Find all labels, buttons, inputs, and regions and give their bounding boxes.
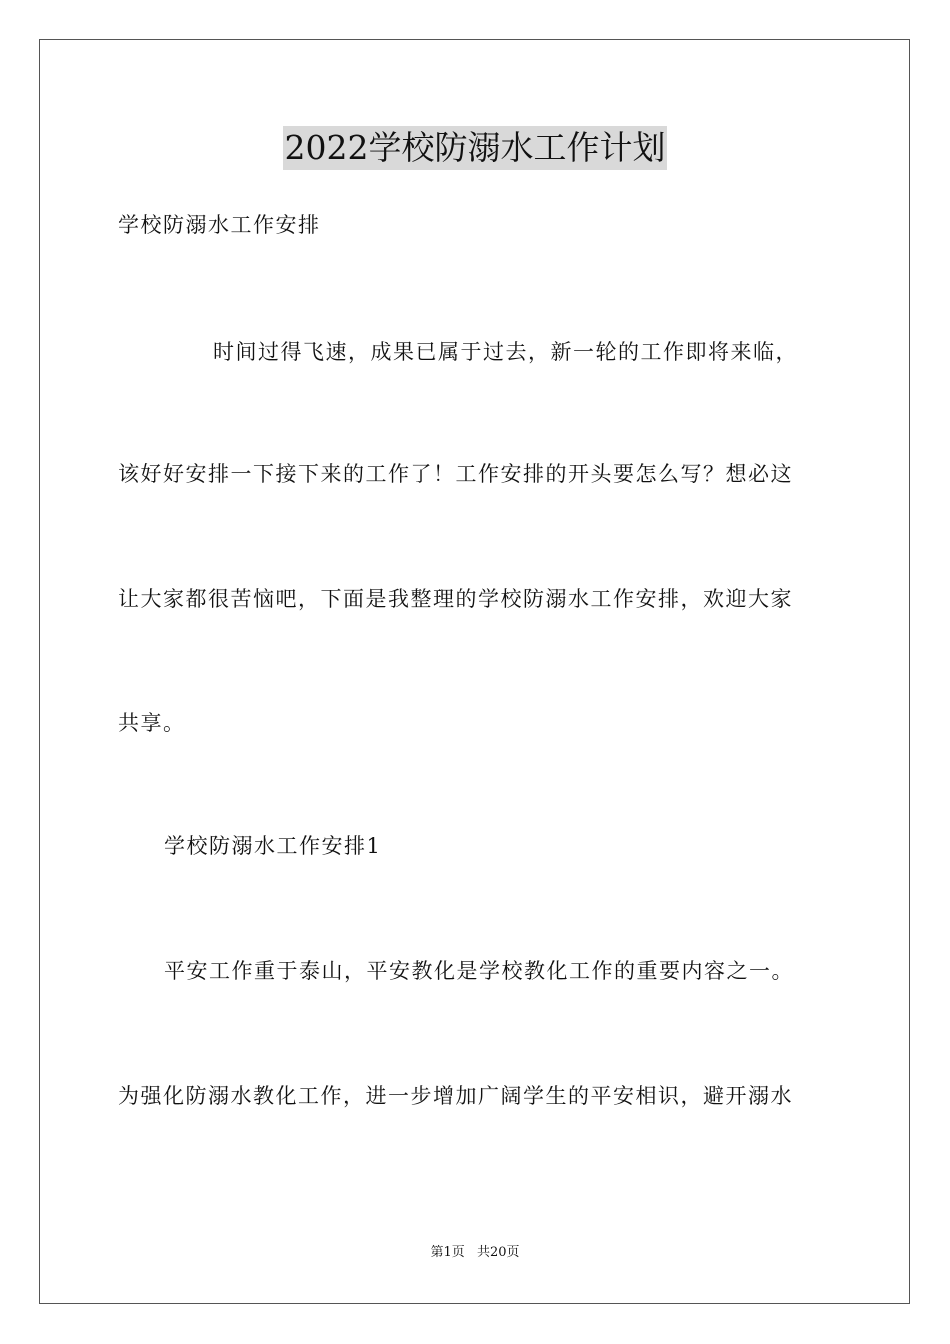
page-total: 共20页 — [476, 1245, 520, 1260]
document-subtitle: 学校防溺水工作安排 — [118, 213, 321, 237]
paragraph-line: 为强化防溺水教化工作，进一步增加广阔学生的平安相识，避开溺水 — [118, 1084, 793, 1108]
title-container — [0, 126, 950, 170]
section-heading: 学校防溺水工作安排1 — [164, 834, 382, 858]
document-title: 2022学校防溺水工作计划 — [283, 126, 668, 170]
paragraph-line: 平安工作重于泰山，平安教化是学校教化工作的重要内容之一。 — [164, 959, 794, 983]
page-number: 第1页 — [430, 1245, 465, 1260]
page-footer — [0, 1244, 950, 1262]
paragraph-line: 让大家都很苦恼吧，下面是我整理的学校防溺水工作安排，欢迎大家 — [118, 587, 793, 611]
paragraph-line: 该好好安排一下接下来的工作了！工作安排的开头要怎么写？想必这 — [118, 462, 793, 486]
paragraph-line: 时间过得飞速，成果已属于过去，新一轮的工作即将来临， — [213, 340, 798, 364]
paragraph-line: 共享。 — [118, 711, 186, 735]
